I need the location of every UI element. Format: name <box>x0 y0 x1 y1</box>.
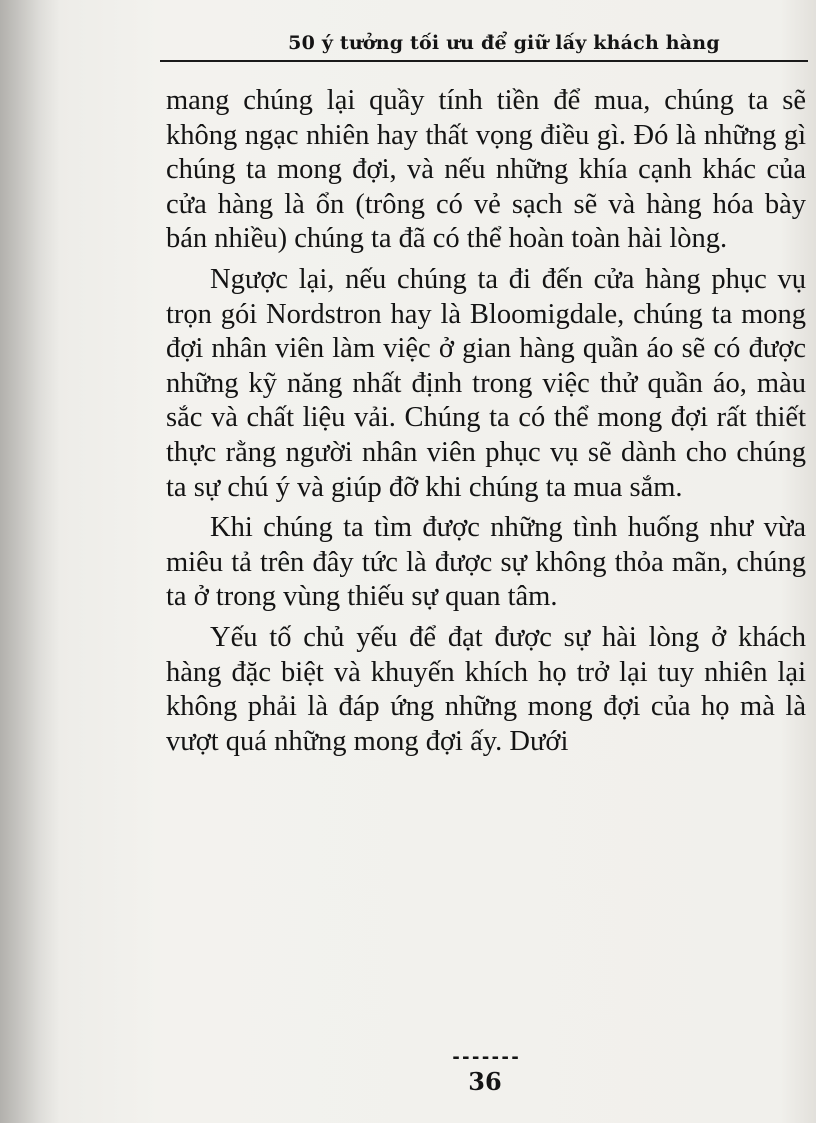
running-header-title: 50 ý tưởng tối ưu để giữ lấy khách hàng <box>288 32 720 54</box>
paragraph-3: Khi chúng ta tìm được những tình huống như vừa miêu tả trên đây tức là được sự không thỏa mãn, chúng ta ở trong vùng thiếu sự quan tâm. <box>166 512 806 613</box>
paragraph-4: Yếu tố chủ yếu để đạt được sự hài lòng ở khách hàng đặc biệt và khuyến khích họ trở lại tuy nhiên lại không phải là đáp ứng những mong đợi của họ mà là vượt quá những mong đợi ấy. Dưới <box>166 621 806 757</box>
paragraph-1: mang chúng lại quầy tính tiền để mua, chúng ta sẽ không ngạc nhiên hay thất vọng điều gì. Đó là những gì chúng ta mong đợi, và nếu những khía cạnh khác của cửa hàng là ổn (trông có vẻ sạch sẽ và hàng hóa bày bán nhiều) chúng ta đã có thể hoàn toàn hài lòng. <box>166 85 806 255</box>
footer-rule: ------- <box>450 1047 520 1068</box>
page-number: 36 <box>468 1067 502 1096</box>
paragraph-2: Ngược lại, nếu chúng ta đi đến cửa hàng phục vụ trọn gói Nordstron hay là Bloomigdale, chúng ta mong đợi nhân viên làm việc ở gian hàng quần áo sẽ có được những kỹ năng nhất định trong việc thử quần áo, màu sắc và chất liệu vải. Chúng ta có thể mong đợi rất thiết thực rằng người nhân viên phục vụ sẽ dành cho chúng ta sự chú ý và giúp đỡ khi chúng ta mua sắm. <box>166 263 806 503</box>
page-footer <box>420 1047 550 1098</box>
running-header <box>160 28 808 62</box>
gutter-shadow <box>0 0 60 1123</box>
body-text <box>166 84 806 759</box>
